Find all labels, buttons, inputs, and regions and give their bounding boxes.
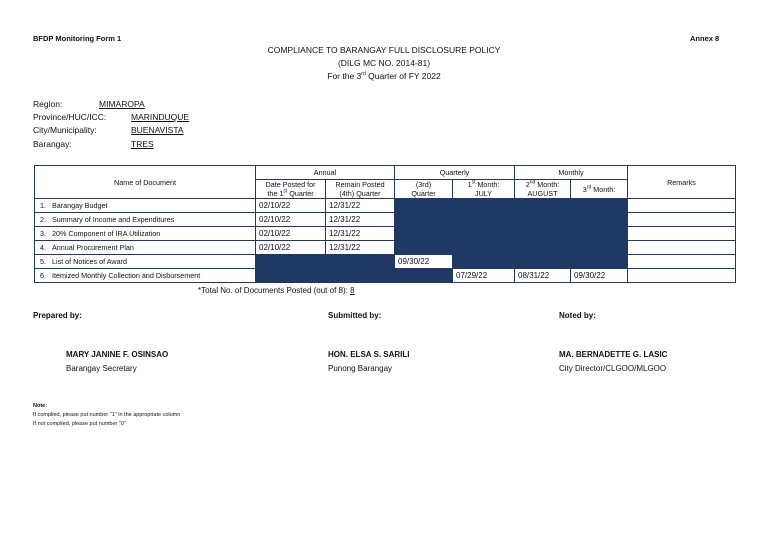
noted-label: Noted by: — [559, 311, 596, 320]
shaded-cell — [515, 227, 571, 241]
remarks-cell — [628, 199, 736, 213]
document-name-cell: 6. Itemized Monthly Collection and Disbursement — [35, 269, 256, 283]
remarks-cell — [628, 213, 736, 227]
shaded-cell — [571, 213, 628, 227]
shaded-cell — [326, 255, 395, 269]
date-cell: 02/10/22 — [256, 213, 326, 227]
city-value: BUENAVISTA — [131, 125, 184, 135]
note-title: Note: — [33, 403, 48, 409]
barangay-label: Barangay: — [33, 139, 72, 149]
document-title: COMPLIANCE TO BARANGAY FULL DISCLOSURE POLICY — [267, 45, 501, 55]
shaded-cell — [453, 213, 515, 227]
group-header-annual: Annual — [256, 166, 395, 180]
shaded-cell — [395, 199, 453, 213]
annex-label: Annex 8 — [690, 34, 720, 43]
city-label: City/Municipality: — [33, 125, 97, 135]
shaded-cell — [515, 255, 571, 269]
prepared-position: Barangay Secretary — [66, 364, 137, 373]
province-value: MARINDUQUE — [131, 112, 190, 122]
total-documents: *Total No. of Documents Posted (out of 8): 8 — [198, 286, 355, 295]
prepared-name: MARY JANINE F. OSINSAO — [66, 350, 169, 359]
shaded-cell — [571, 241, 628, 255]
group-header-quarterly: Quarterly — [395, 166, 515, 180]
shaded-cell — [571, 255, 628, 269]
document-subtitle: (DILG MC NO. 2014-81) — [337, 58, 431, 68]
barangay-value: TRES — [131, 139, 154, 149]
table-row — [35, 269, 736, 283]
date-cell: 12/31/22 — [326, 227, 395, 241]
remarks-cell — [628, 241, 736, 255]
submitted-label: Submitted by: — [328, 311, 382, 320]
shaded-cell — [453, 255, 515, 269]
shaded-cell — [571, 199, 628, 213]
city-row — [33, 125, 184, 135]
date-cell: 02/10/22 — [256, 199, 326, 213]
date-cell: 12/31/22 — [326, 213, 395, 227]
province-label: Province/HUC/ICC: — [33, 112, 107, 122]
date-cell: 02/10/22 — [256, 227, 326, 241]
shaded-cell — [571, 227, 628, 241]
region-value: MIMAROPA — [99, 99, 145, 109]
table-row — [35, 199, 736, 213]
col-header-date-posted: Date Posted for the 1st Quarter — [256, 180, 326, 199]
shaded-cell — [515, 199, 571, 213]
document-name-cell: 5. List of Notices of Award — [35, 255, 256, 269]
remarks-cell — [628, 269, 736, 283]
submitted-name: HON. ELSA S. SARILI — [328, 350, 410, 359]
region-label: Region: — [33, 99, 63, 109]
document-name-cell: 1. Barangay Budget — [35, 199, 256, 213]
form-label: BFDP Monitoring Form 1 — [33, 34, 122, 43]
note-line-1: If complied, please put number "1" in the appropriate column — [33, 412, 181, 418]
table-row — [35, 255, 736, 269]
col-header-third-quarter: (3rd) Quarter — [395, 180, 453, 199]
shaded-cell — [256, 269, 326, 283]
total-value: 8 — [350, 286, 355, 295]
table-row — [35, 213, 736, 227]
date-cell: 12/31/22 — [326, 199, 395, 213]
shaded-cell — [395, 227, 453, 241]
shaded-cell — [395, 213, 453, 227]
group-header-monthly: Monthly — [515, 166, 628, 180]
document-period: For the 3rd Quarter of FY 2022 — [327, 71, 441, 81]
noted-position: City Director/CLGOO/MLGOO — [559, 364, 667, 373]
region-row — [33, 99, 145, 109]
shaded-cell — [515, 213, 571, 227]
shaded-cell — [453, 227, 515, 241]
date-cell: 07/29/22 — [453, 269, 515, 283]
province-row — [33, 112, 189, 122]
shaded-cell — [515, 241, 571, 255]
remarks-cell — [628, 255, 736, 269]
submitted-position: Punong Barangay — [328, 364, 393, 373]
date-cell: 09/30/22 — [395, 255, 453, 269]
table-row — [35, 241, 736, 255]
date-cell: 12/31/22 — [326, 241, 395, 255]
shaded-cell — [256, 255, 326, 269]
document-name-cell: 4. Annual Procurement Plan — [35, 241, 256, 255]
date-cell: 09/30/22 — [571, 269, 628, 283]
col-header-first-month: 1st Month: JULY — [453, 180, 515, 199]
col-header-name: Name of Document — [35, 166, 256, 199]
col-header-remain-posted: Remain Posted (4th) Quarter — [326, 180, 395, 199]
col-header-second-month: 2nd Month: AUGUST — [515, 180, 571, 199]
remarks-cell — [628, 227, 736, 241]
note-line-2: If not complied, please put number "0" — [33, 421, 126, 427]
shaded-cell — [395, 241, 453, 255]
document-name-cell: 3. 20% Component of IRA Utilization — [35, 227, 256, 241]
shaded-cell — [326, 269, 395, 283]
document-name-cell: 2. Summary of Income and Expenditures — [35, 213, 256, 227]
date-cell: 08/31/22 — [515, 269, 571, 283]
compliance-table — [34, 165, 736, 283]
shaded-cell — [453, 241, 515, 255]
col-header-remarks: Remarks — [628, 166, 736, 199]
barangay-row — [33, 139, 154, 149]
shaded-cell — [453, 199, 515, 213]
shaded-cell — [395, 269, 453, 283]
col-header-third-month: 3rd Month: — [571, 180, 628, 199]
prepared-label: Prepared by: — [33, 311, 82, 320]
date-cell: 02/10/22 — [256, 241, 326, 255]
noted-name: MA. BERNADETTE G. LASIC — [559, 350, 668, 359]
table-row — [35, 227, 736, 241]
